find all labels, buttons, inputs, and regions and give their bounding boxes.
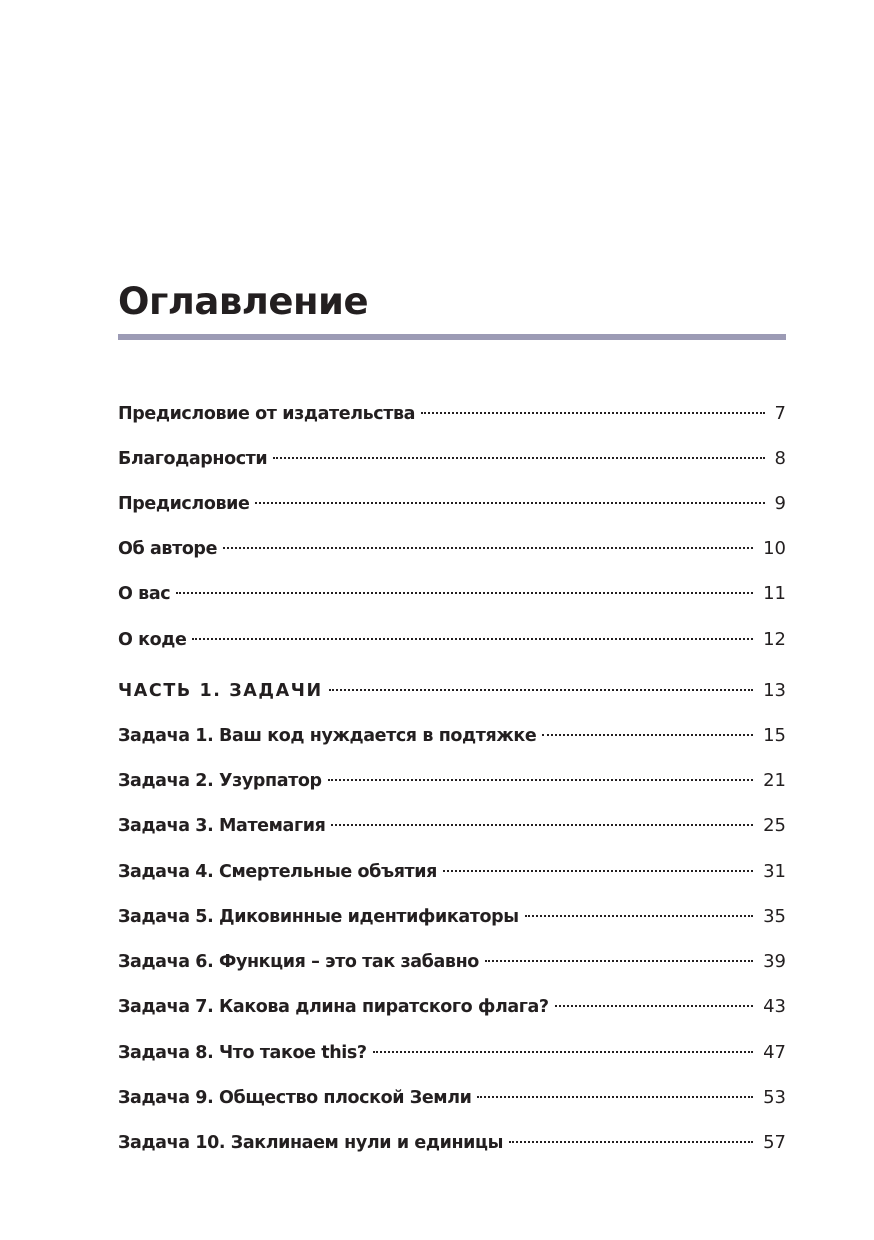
toc-entry[interactable]	[118, 1084, 786, 1112]
dot-leader	[328, 779, 753, 781]
dot-leader	[555, 1005, 753, 1007]
dot-leader	[421, 412, 764, 414]
toc-entry-title: Задача 8. Что такое this?	[118, 1043, 367, 1063]
toc-entry-page: 47	[763, 1042, 786, 1063]
toc-entry[interactable]	[118, 535, 786, 563]
toc-entry[interactable]	[118, 1129, 786, 1157]
toc-entry-title: Задача 2. Узурпатор	[118, 771, 322, 791]
toc-entry-title: Предисловие от издательства	[118, 404, 416, 424]
toc-entry-title: О вас	[118, 584, 171, 604]
toc-entry-title: ЧАСТЬ 1. ЗАДАЧИ	[118, 681, 323, 701]
dot-leader	[542, 734, 753, 736]
toc-entry-page: 35	[763, 906, 786, 927]
toc-entry[interactable]	[118, 626, 786, 654]
dot-leader	[373, 1051, 753, 1053]
toc-entry-page: 13	[763, 680, 786, 701]
dot-leader	[223, 547, 753, 549]
dot-leader	[443, 870, 753, 872]
toc-entry[interactable]	[118, 767, 786, 795]
toc-entry-title: Задача 7. Какова длина пиратского флага?	[118, 997, 549, 1017]
toc-list	[118, 0, 786, 1240]
toc-part-entry[interactable]	[118, 677, 786, 705]
toc-entry-page: 12	[763, 629, 786, 650]
dot-leader	[273, 457, 764, 459]
toc-entry[interactable]	[118, 580, 786, 608]
dot-leader	[192, 638, 753, 640]
toc-entry-title: Задача 5. Диковинные идентификаторы	[118, 907, 519, 927]
dot-leader	[331, 824, 753, 826]
toc-entry-page: 31	[763, 861, 786, 882]
dot-leader	[477, 1096, 753, 1098]
toc-entry-page: 39	[763, 951, 786, 972]
toc-entry[interactable]	[118, 858, 786, 886]
toc-entry-page: 21	[763, 770, 786, 791]
toc-entry-page: 53	[763, 1087, 786, 1108]
toc-entry-page: 11	[763, 583, 786, 604]
toc-entry-page: 57	[763, 1132, 786, 1153]
toc-entry[interactable]	[118, 490, 786, 518]
toc-entry-title: Задача 10. Заклинаем нули и единицы	[118, 1133, 503, 1153]
toc-entry[interactable]	[118, 903, 786, 931]
dot-leader	[329, 689, 753, 691]
toc-entry-title: Задача 3. Матемагия	[118, 816, 326, 836]
dot-leader	[509, 1141, 753, 1143]
toc-entry-title: Задача 9. Общество плоской Земли	[118, 1088, 472, 1108]
toc-entry-page: 25	[763, 815, 786, 836]
page-title: Оглавление	[118, 280, 369, 323]
toc-entry-page: 10	[763, 538, 786, 559]
toc-entry[interactable]	[118, 993, 786, 1021]
toc-entry-page: 9	[774, 493, 786, 514]
toc-entry[interactable]	[118, 445, 786, 473]
dot-leader	[176, 592, 753, 594]
toc-entry[interactable]	[118, 1039, 786, 1067]
toc-entry-title: Благодарности	[118, 449, 268, 469]
toc-entry[interactable]	[118, 400, 786, 428]
toc-entry-title: Задача 1. Ваш код нуждается в подтяжке	[118, 726, 537, 746]
toc-entry-title: Задача 6. Функция – это так забавно	[118, 952, 479, 972]
toc-entry-title: Предисловие	[118, 494, 250, 514]
toc-entry-page: 15	[763, 725, 786, 746]
toc-entry[interactable]	[118, 812, 786, 840]
toc-entry[interactable]	[118, 948, 786, 976]
toc-entry-title: Задача 4. Смертельные объятия	[118, 862, 438, 882]
toc-entry-title: О коде	[118, 630, 187, 650]
toc-entry-page: 43	[763, 996, 786, 1017]
dot-leader	[485, 960, 753, 962]
toc-entry-title: Об авторе	[118, 539, 218, 559]
toc-entry-page: 7	[774, 403, 786, 424]
dot-leader	[255, 502, 764, 504]
toc-entry-page: 8	[774, 448, 786, 469]
dot-leader	[525, 915, 753, 917]
toc-entry[interactable]	[118, 722, 786, 750]
